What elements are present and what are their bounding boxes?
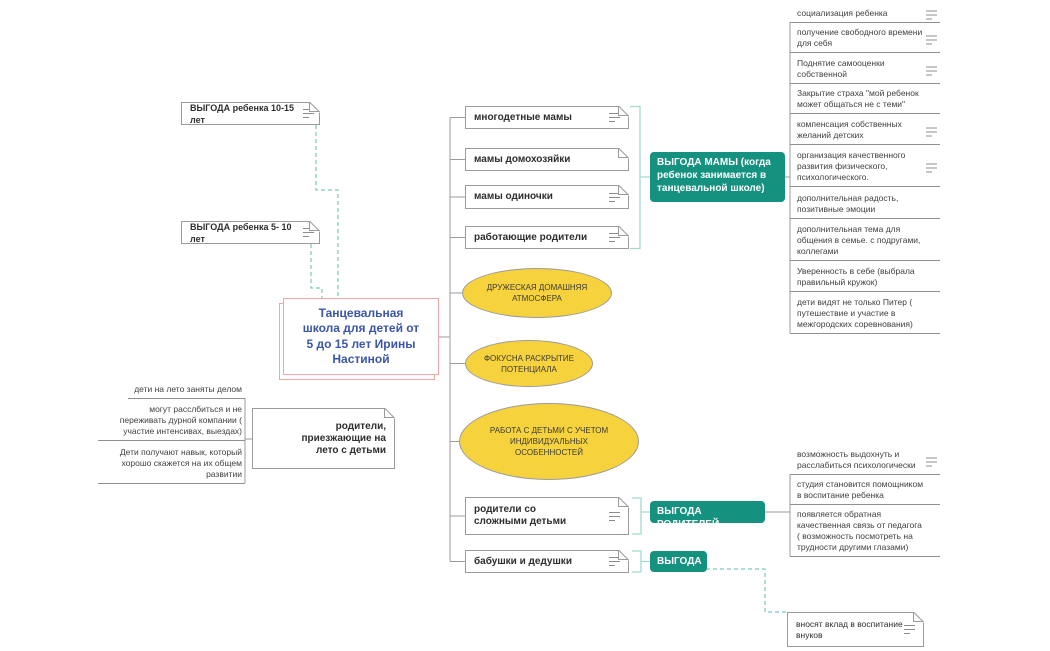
node-label: работающие родители <box>474 231 588 243</box>
node-label: ВЫГОДА <box>657 556 702 567</box>
node-grandparents-benefit[interactable] <box>650 551 707 572</box>
node-label: РАБОТА С ДЕТЬМИ С УЧЕТОМ ИНДИВИДУАЛЬНЫХ ОСОБЕННОСТЕЙ <box>489 426 609 457</box>
item-label: получение свободного времени для себя <box>797 27 923 48</box>
mom-benefit-item[interactable] <box>790 193 940 219</box>
node-label: родители со сложными детьми <box>474 504 567 527</box>
note-label: дети на лето заняты делом <box>134 384 242 394</box>
item-label: дополнительная радость, позитивные эмоции <box>797 193 899 214</box>
node-label: ВЫГОДА МАМЫ (когда ребенок занимается в танцевальной школе) <box>657 157 771 194</box>
node-label: ФОКУСНА РАСКРЫТИЕ ПОТЕНЦИАЛА <box>483 353 575 374</box>
note-label: Дети получают навык, который хорошо скажется на их общем развитии <box>119 447 242 479</box>
folded-corner-icon <box>618 185 629 196</box>
node-individual-approach[interactable] <box>459 403 639 480</box>
node-summer-parents[interactable] <box>252 408 395 469</box>
item-label: социализация ребенка <box>797 8 888 18</box>
item-label: Закрытие страха "мой ребенок может общаться не с теми" <box>797 88 919 109</box>
node-label: вносят вклад в воспитание внуков <box>796 618 903 640</box>
item-label: Уверенность в себе (выбрала правильный кружок) <box>797 266 915 287</box>
node-difficult-children-parents[interactable] <box>465 497 629 535</box>
folded-corner-icon <box>309 102 320 113</box>
notes-icon[interactable] <box>926 66 937 75</box>
folded-corner-icon <box>384 408 395 419</box>
node-label: ВЫГОДА ребенка 10-15 лет <box>190 102 295 125</box>
folded-corner-icon <box>618 148 629 159</box>
node-mom-benefit[interactable] <box>650 152 785 202</box>
node-child-benefit-5-10[interactable] <box>181 221 320 244</box>
notes-icon[interactable] <box>926 127 937 136</box>
folded-corner-icon <box>618 226 629 237</box>
item-label: возможность выдохнуть и расслабиться психологически <box>797 449 916 470</box>
node-working-parents[interactable] <box>465 226 629 249</box>
item-label: дополнительная тема для общения в семье. с подругами, коллегами <box>797 224 921 256</box>
notes-icon[interactable] <box>609 512 620 521</box>
node-parents-benefit[interactable] <box>650 501 765 530</box>
node-grandparents[interactable] <box>465 550 629 573</box>
notes-icon[interactable] <box>926 35 937 44</box>
folded-corner-icon <box>618 106 629 117</box>
node-grandchildren-contribution[interactable] <box>787 612 924 647</box>
node-many-children-moms[interactable] <box>465 106 629 129</box>
item-label: появляется обратная качественная связь от педагога ( возможность посмотреть на трудности другими глазами) <box>797 509 922 552</box>
central-topic-label: Танцевальная школа для детей от 5 до 15 лет Ирины Настиной <box>302 305 420 366</box>
item-label: организация качественного развития физического, психологического. <box>797 150 906 182</box>
folded-corner-icon <box>309 221 320 232</box>
parents-benefit-item[interactable] <box>790 449 940 475</box>
node-single-moms[interactable] <box>465 185 629 209</box>
folded-corner-icon <box>618 550 629 561</box>
folded-corner-icon <box>618 497 629 508</box>
mom-benefit-item[interactable] <box>790 8 940 23</box>
node-focus-potential[interactable] <box>465 340 593 387</box>
folded-corner-icon <box>913 612 924 623</box>
mom-benefit-item[interactable] <box>790 297 940 334</box>
item-label: Поднятие самооценки собственной <box>797 58 885 79</box>
node-friendly-atmosphere[interactable] <box>462 268 612 318</box>
node-child-benefit-10-15[interactable] <box>181 102 320 125</box>
summer-note-item[interactable] <box>128 384 245 399</box>
node-label: ВЫГОДА ребенка 5- 10 лет <box>190 221 292 244</box>
notes-icon[interactable] <box>926 11 937 20</box>
node-label: ДРУЖЕСКАЯ ДОМАШНЯЯ АТМОСФЕРА <box>486 283 588 303</box>
node-label: родители, приезжающие на лето с детьми <box>301 420 386 456</box>
node-housewife-moms[interactable] <box>465 148 629 171</box>
item-label: компенсация собственных желаний детских <box>797 119 902 140</box>
notes-icon[interactable] <box>926 457 937 466</box>
mom-benefit-item[interactable] <box>790 27 940 53</box>
node-label: бабушки и дедушки <box>474 555 572 567</box>
item-label: студия становится помощником в воспитание ребенка <box>797 479 924 500</box>
node-label: мамы домохозяйки <box>474 153 571 165</box>
note-label: могут расслбиться и не переживать дурной компании ( участие интенсивах, выездах) <box>119 404 242 436</box>
notes-icon[interactable] <box>904 625 915 634</box>
parents-benefit-item[interactable] <box>790 509 940 557</box>
mom-benefit-item[interactable] <box>790 224 940 261</box>
node-label: ВЫГОДА РОДИТЕЛЕЙ <box>657 506 720 530</box>
mom-benefit-item[interactable] <box>790 88 940 114</box>
notes-icon[interactable] <box>926 164 937 173</box>
node-label: мамы одиночки <box>474 191 553 202</box>
parents-benefit-item[interactable] <box>790 479 940 505</box>
central-topic[interactable] <box>283 298 439 375</box>
summer-note-item[interactable] <box>98 404 245 441</box>
mom-benefit-item[interactable] <box>790 150 940 187</box>
mom-benefit-item[interactable] <box>790 266 940 292</box>
mom-benefit-item[interactable] <box>790 58 940 84</box>
item-label: дети видят не только Питер ( путешествие и участие в межгородских соревнования) <box>797 297 913 329</box>
mom-benefit-item[interactable] <box>790 119 940 145</box>
summer-note-item[interactable] <box>98 447 245 484</box>
node-label: многодетные мамы <box>474 111 572 123</box>
